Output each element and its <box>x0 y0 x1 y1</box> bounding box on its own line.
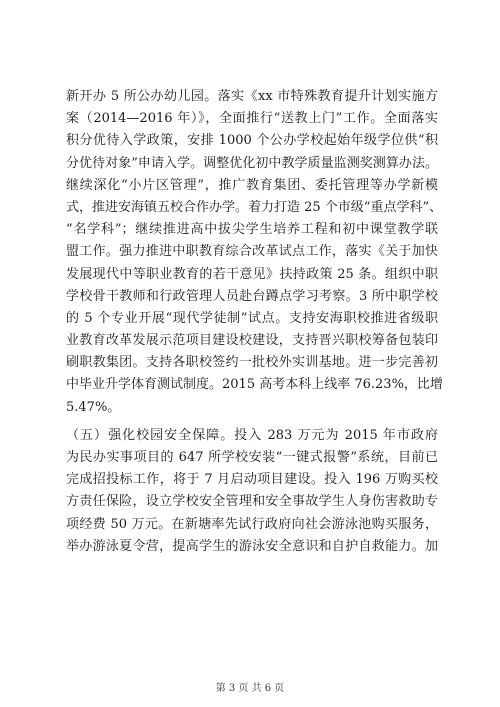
text-line: 业教育改革发展示范项目建设校建设，支持晋兴职校筹备包装印 <box>66 333 438 349</box>
text-line: 继续深化“小片区管理”，推广教育集团、委托管理等办学新模 <box>66 177 438 193</box>
text-line: 刷职教集团。支持各职校签约一批校外实训基地。进一步完善初 <box>66 355 438 371</box>
text-line: 式，推进安海镇五校合作办学。着力打造 25 个市级“重点学科”、 <box>66 199 443 215</box>
text-line: 盟工作。强力推进中职教育综合改革试点工作，落实《关于加快 <box>66 244 438 260</box>
text-line: 新开办 5 所公办幼儿园。落实《xx 市特殊教育提升计划实施方 <box>66 89 438 104</box>
text-line: 完成招投标工作，将于 7 月启动项目建设。投入 196 万购买校 <box>66 472 438 488</box>
text-line: 方责任保险，设立学校安全管理和安全事故学生人身伤害救助专 <box>66 494 438 510</box>
paragraph-1 <box>66 86 443 419</box>
text-line: 积分优待入学政策，安排 1000 个公办学校起始年级学位供“积 <box>66 133 438 149</box>
paragraph-2 <box>66 425 438 558</box>
text-line: 举办游泳夏令营，提高学生的游泳安全意识和自护自救能力。加 <box>66 538 438 554</box>
text-line: 发展现代中等职业教育的若干意见》扶持政策 25 条。组织中职 <box>66 266 438 282</box>
text-line: 的 5 个专业开展“现代学徒制”试点。支持安海职校推进省级职 <box>66 310 438 326</box>
text-line: 案（2014—2016 年）》，全面推行“送教上门”工作。全面落实 <box>66 111 438 127</box>
text-line: 5.47%。 <box>66 399 121 415</box>
text-line: “名学科”；继续推进高中拔尖学生培养工程和初中课堂教学联 <box>66 222 438 238</box>
text-line: 为民办实事项目的 647 所学校安装“一键式报警”系统，目前已 <box>66 450 438 465</box>
text-line: 学校骨干教师和行政管理人员赴台蹲点学习考察。3 所中职学校 <box>66 288 438 304</box>
page-number: 第 3 页 共 6 页 <box>215 683 285 694</box>
text-line: 分优待对象”申请入学。调整优化初中教学质量监测奖测算办法。 <box>66 155 438 171</box>
text-line: （五）强化校园安全保障。投入 283 万元为 2015 年市政府 <box>66 427 438 443</box>
document-body <box>66 86 443 558</box>
text-line: 中毕业升学体育测试制度。2015 高考本科上线率 76.23%，比增 <box>66 377 443 393</box>
text-line: 项经费 50 万元。在新塘率先试行政府向社会游泳池购买服务， <box>66 516 438 532</box>
